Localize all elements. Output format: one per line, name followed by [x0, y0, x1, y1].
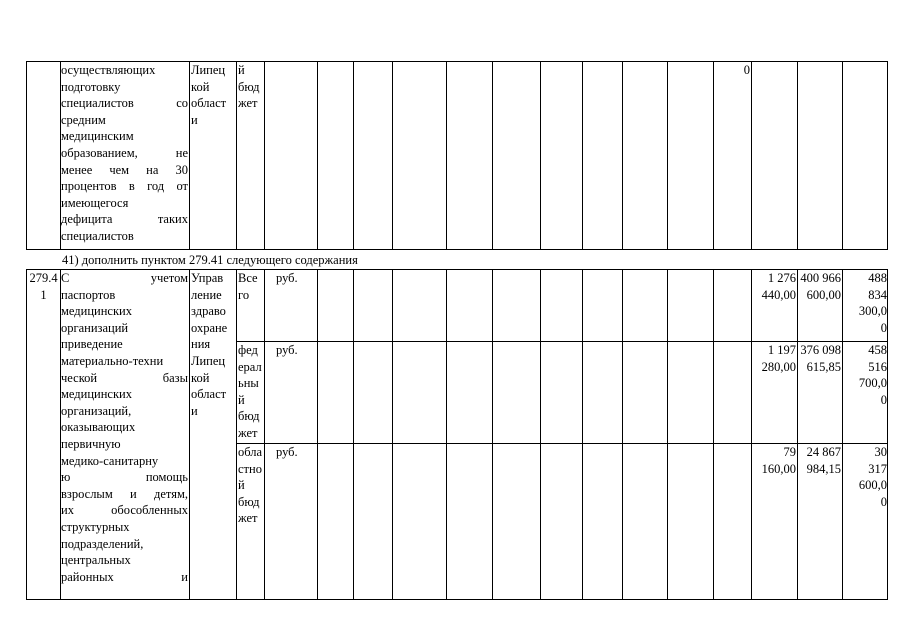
main-organization: [191, 270, 236, 419]
top-description: [61, 62, 188, 245]
description-line: медико-санитарну: [61, 453, 159, 468]
org-line: и: [191, 112, 198, 127]
description-line: имеющегося: [61, 195, 129, 210]
description-line: оказывающих: [61, 420, 136, 435]
description-line: медицинских: [61, 387, 132, 402]
org-line: Липец: [191, 353, 226, 368]
description-line: первичную: [61, 436, 121, 451]
description-line: образованием, не: [61, 145, 188, 160]
value-total-2: 400 966 600,00: [800, 271, 841, 302]
description-line: медицинским: [61, 129, 134, 144]
description-line: ческой базы: [61, 370, 188, 385]
source-line: й: [238, 63, 245, 77]
org-line: и: [191, 403, 198, 418]
description-line: специалистов со: [61, 96, 188, 111]
org-line: Управ: [191, 271, 224, 285]
description-line: районных и: [61, 569, 188, 584]
org-line: кой: [191, 370, 210, 385]
source-line: жет: [238, 96, 258, 111]
value-total-1: 1 276 440,00: [761, 271, 796, 302]
top-zero-value: 0: [743, 63, 750, 77]
description-line: подразделений,: [61, 536, 144, 551]
unit-regional: руб.: [276, 445, 298, 459]
source-federal: фед ерал ьны й бюд жет: [238, 343, 262, 440]
description-line: материально-техни: [61, 353, 164, 368]
amendment-instruction: 41) дополнить пунктом 279.41 следующего содержания: [62, 253, 358, 267]
description-line: менее чем на 30: [61, 162, 188, 177]
description-line: осуществляющих: [61, 63, 156, 77]
top-organization: [191, 62, 236, 128]
value-regional-2: 24 867 984,15: [806, 445, 841, 476]
source-regional: обла стно й бюд жет: [238, 445, 263, 526]
description-line: средним: [61, 112, 106, 127]
description-line: организаций,: [61, 403, 132, 418]
source-total: Все го: [238, 271, 258, 302]
description-line: взрослым и детям,: [61, 486, 188, 501]
value-federal-1: 1 197 280,00: [761, 343, 796, 374]
description-line: С учетом: [61, 271, 188, 285]
unit-total: руб.: [276, 271, 298, 285]
org-line: ния: [191, 337, 211, 352]
description-line: подготовку: [61, 79, 121, 94]
description-line: специалистов: [61, 228, 134, 243]
description-line: процентов в год от: [61, 179, 188, 194]
value-total-3: 488 834 300,0 0: [858, 271, 887, 335]
org-line: област: [191, 96, 227, 111]
description-line: организаций: [61, 320, 129, 335]
main-description: [61, 270, 188, 585]
value-federal-3: 458 516 700,0 0: [858, 343, 887, 407]
description-line: паспортов: [61, 287, 116, 302]
source-line: бюд: [238, 79, 260, 94]
description-line: медицинских: [61, 304, 132, 319]
top-funding-source: [238, 62, 264, 112]
value-federal-2: 376 098 615,85: [800, 343, 841, 374]
description-line: дефицита таких: [61, 212, 188, 227]
org-line: кой: [191, 79, 210, 94]
description-line: центральных: [61, 553, 131, 568]
description-line: их обособленных: [61, 503, 188, 518]
org-line: охране: [191, 320, 228, 335]
unit-federal: руб.: [276, 343, 298, 357]
description-line: приведение: [61, 337, 123, 352]
value-regional-3: 30 317 600,0 0: [858, 445, 887, 509]
description-line: ю помощь: [61, 470, 188, 485]
org-line: Липец: [191, 63, 226, 77]
org-line: ление: [191, 287, 222, 302]
value-regional-1: 79 160,00: [761, 445, 796, 476]
row-number: 279.4 1: [29, 271, 58, 302]
org-line: здраво: [191, 304, 226, 319]
description-line: структурных: [61, 519, 130, 534]
org-line: област: [191, 387, 227, 402]
